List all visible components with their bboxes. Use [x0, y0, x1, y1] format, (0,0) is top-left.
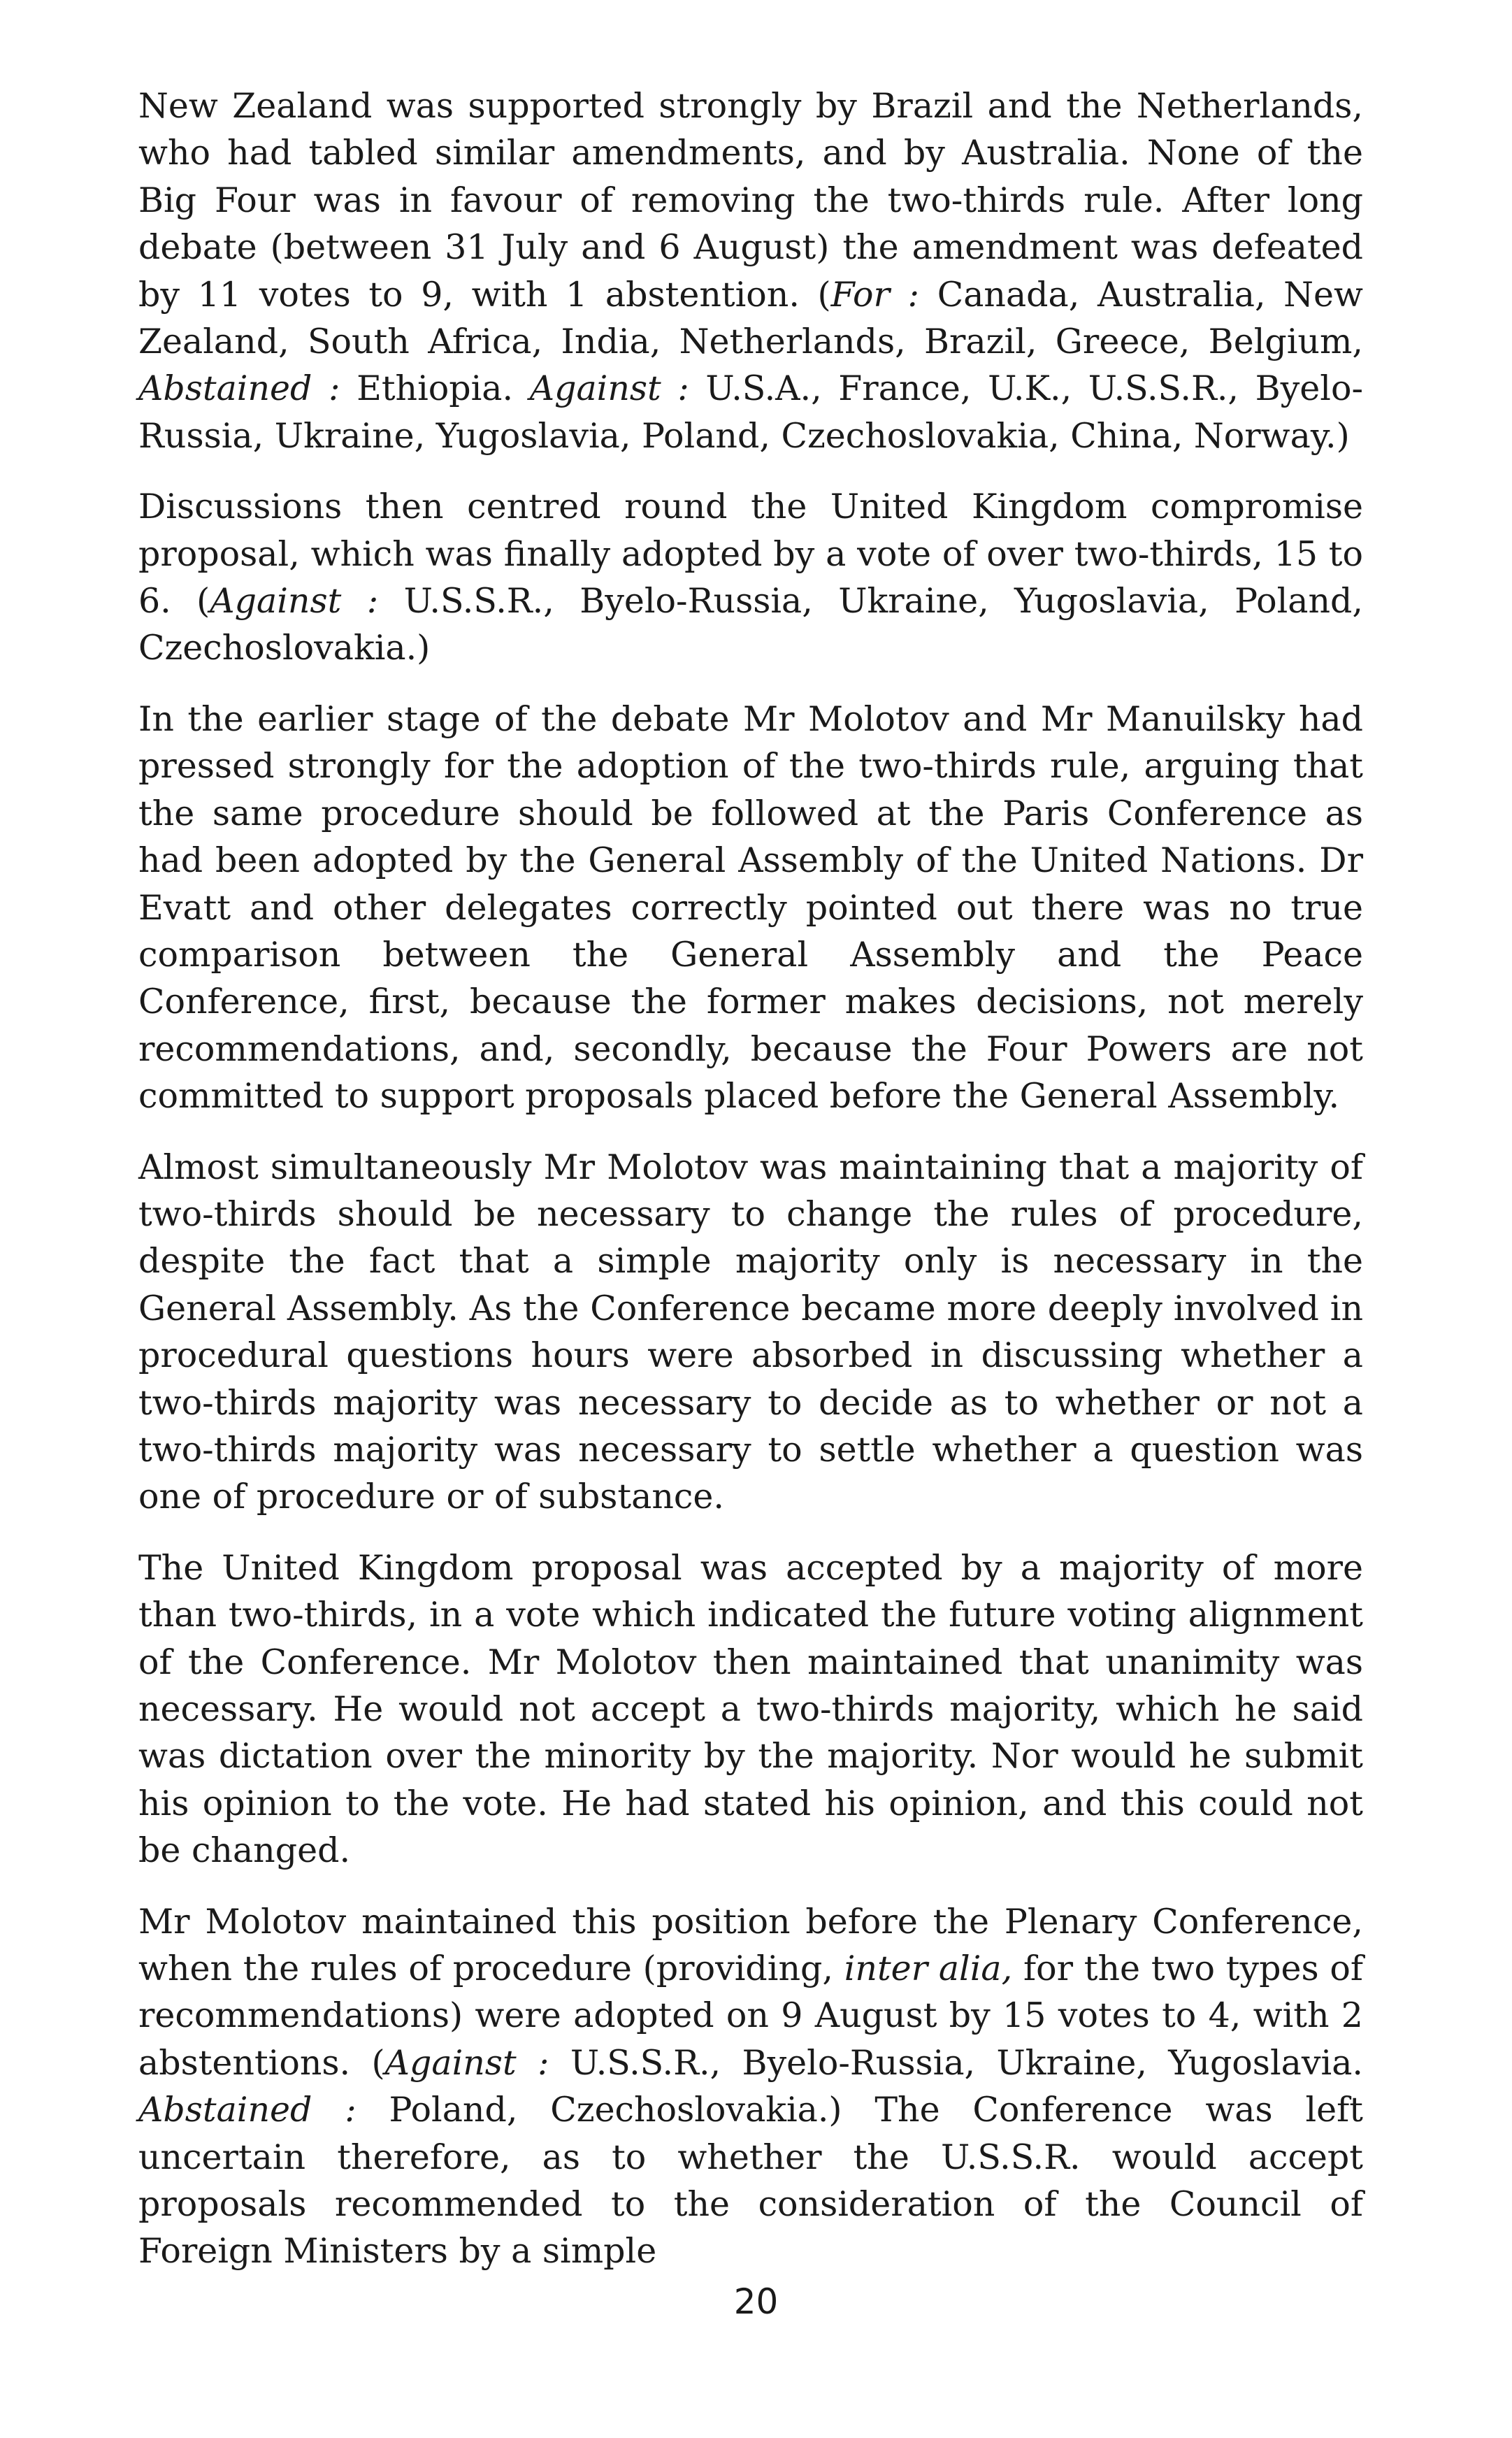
italic-label: Against :: [529, 368, 689, 409]
page-number: 20: [733, 2281, 779, 2322]
italic-label: Against :: [384, 2042, 549, 2083]
text-run: for the two types of recommendations) were adopted on 9 August by 15 votes to 4, with 2 abstentions. (: [138, 1949, 1364, 2083]
text-run: Poland, Czechoslovakia.) The Conference was left uncertain therefore, as to whether the U.S.S.R. would accept proposals recommended to the consideration of the Council of Foreign Ministers by a simple: [138, 2090, 1363, 2272]
paragraph: [138, 483, 1363, 672]
italic-label: inter alia,: [844, 1949, 1013, 1989]
italic-label: Abstained :: [138, 2090, 357, 2130]
paragraph: [138, 1144, 1363, 1521]
italic-label: Against :: [210, 581, 379, 622]
text-run: Ethiopia.: [340, 368, 530, 409]
text-run: In the earlier stage of the debate Mr Molotov and Mr Manuilsky had pressed strongly for the adoption of the two-thirds rule, arguing that the same procedure should be followed at the Paris Conference as had been adopted by the General Assembly of the United Nations. Dr Evatt and other delegates correctly pointed out there was no true comparison between the General Assembly and the Peace Conference, first, because the former makes decisions, not merely recommendations, and, secondly, because the Four Powers are not committed to support proposals placed before the General Assembly.: [138, 698, 1363, 1117]
paragraph: [138, 696, 1363, 1120]
text-run: Almost simultaneously Mr Molotov was maintaining that a majority of two-thirds should be necessary to change the rules of procedure, despite the fact that a simple majority only is necessary in the General Assembly. As the Conference became more deeply involved in procedural questions hours were absorbed in discussing whether a two-thirds majority was necessary to decide as to whether or not a two-thirds majority was necessary to settle whether a question was one of procedure or of substance.: [138, 1147, 1363, 1517]
text-run: U.S.S.R., Byelo-Russia, Ukraine, Yugoslavia, Poland, Czechoslovakia.): [138, 581, 1363, 668]
italic-label: For :: [830, 274, 920, 315]
text-run: U.S.A., France, U.K., U.S.S.R., Byelo-Russia, Ukraine, Yugoslavia, Poland, Czechoslovakia, China, Norway.): [138, 368, 1363, 456]
paragraph: [138, 1898, 1363, 2275]
paragraph: [138, 83, 1363, 459]
text-run: The United Kingdom proposal was accepted by a majority of more than two-thirds, in a vote which indicated the future voting alignment of the Conference. Mr Molotov then maintained that unanimity was necessary. He would not accept a two-thirds majority, which he said was dictation over the minority by the majority. Nor would he submit his opinion to the vote. He had stated his opinion, and this could not be changed.: [138, 1547, 1363, 1871]
text-run: Canada, Australia, New Zealand, South Africa, India, Netherlands, Brazil, Greece, Belgium,: [138, 274, 1363, 362]
text-run: Mr Molotov maintained this position before the Plenary Conference, when the rules of procedure (providing,: [138, 1901, 1363, 1989]
paragraph: [138, 1544, 1363, 1874]
text-run: Discussions then centred round the United Kingdom compromise proposal, which was finally adopted by a vote of over two-thirds, 15 to 6. (: [138, 487, 1363, 622]
page-body: [138, 83, 1363, 2299]
text-run: U.S.S.R., Byelo-Russia, Ukraine, Yugoslavia.: [549, 2042, 1363, 2083]
text-run: New Zealand was supported strongly by Brazil and the Netherlands, who had tabled similar amendments, and by Australia. None of the Big Four was in favour of removing the two-thirds rule. After long debate (between 31 July and 6 August) the amendment was defeated by 11 votes to 9, with 1 abstention. (: [138, 86, 1363, 315]
italic-label: Abstained :: [138, 368, 340, 409]
